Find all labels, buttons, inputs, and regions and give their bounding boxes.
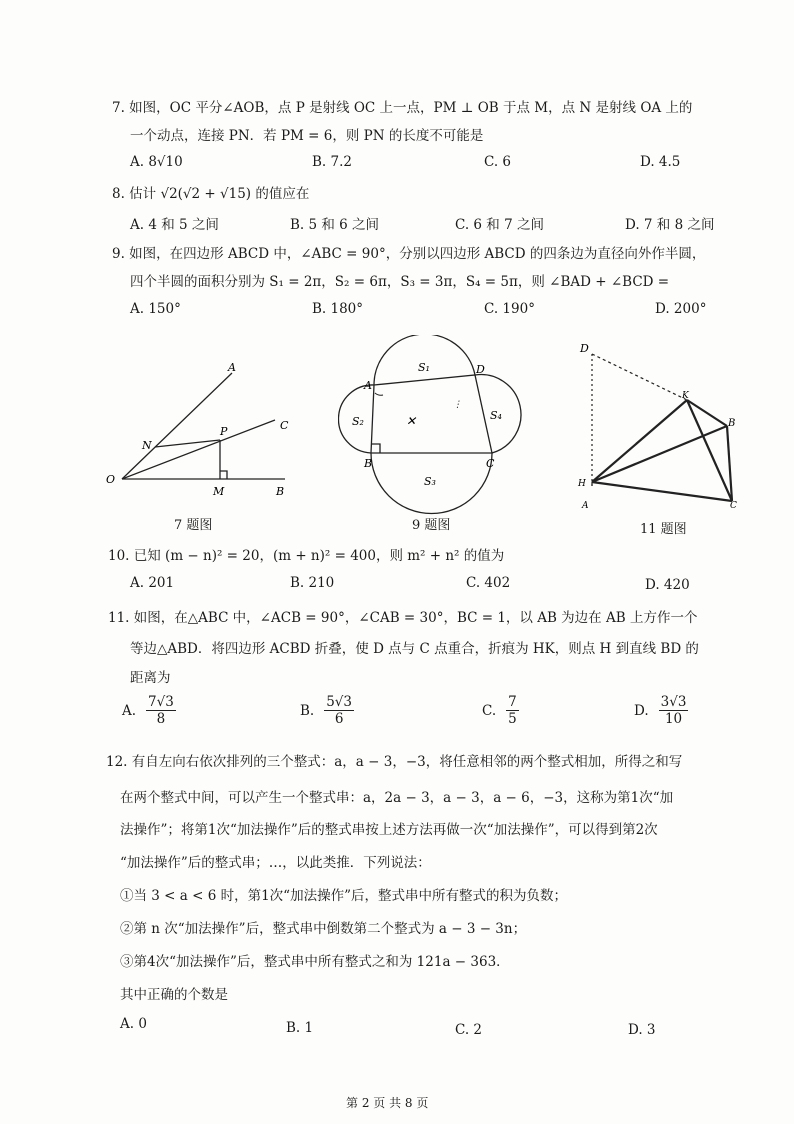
q12-line4: “加法操作”后的整式串；…，以此类推．下列说法： [120, 855, 431, 871]
svg-text:⋮: ⋮ [453, 400, 462, 410]
q8-option-d: D. 7 和 8 之间 [625, 217, 715, 233]
q9-option-d: D. 200° [655, 301, 707, 317]
q12-line2: 在两个整式中间，可以产生一个整式串：a，2a − 3，a − 3，a − 6，−3，这称为第1次“加 [120, 790, 674, 806]
q11-option-a-letter: A. [122, 702, 137, 719]
q11-option-b-num: 5√3 [326, 694, 352, 710]
q7-line1: 7. 如图，OC 平分∠AOB，点 P 是射线 OC 上一点，PM ⊥ OB 于点 M，点 N 是射线 OA 上的 [112, 100, 693, 116]
fig7-label-b: B [276, 485, 285, 498]
fig11-label-d: D [580, 342, 589, 355]
q11-option-a-den: 8 [156, 711, 166, 727]
q12-option-d: D. 3 [628, 1022, 656, 1038]
q7-option-c: C. 6 [484, 154, 512, 170]
fig9-label-s1: S₁ [418, 361, 430, 374]
q11-option-c [482, 694, 519, 727]
q11-option-a [122, 694, 176, 727]
q11-option-c-den: 5 [508, 711, 517, 727]
figure-7-caption: 7 题图 [174, 518, 213, 533]
page-footer: 第 2 页 共 8 页 [346, 1096, 429, 1110]
fig9-label-d: D [476, 363, 485, 376]
q8-line1: 8. 估计 √2(√2 + √15) 的值应在 [112, 186, 310, 202]
q9-line1: 9. 如图，在四边形 ABCD 中，∠ABC = 90°，分别以四边形 ABCD 的四条边为直径向外作半圆， [112, 246, 706, 262]
fig11-label-b: B [728, 418, 736, 429]
q11-option-b-den: 6 [334, 711, 344, 727]
fig7-label-a: A [228, 361, 236, 374]
q11-option-d [634, 694, 688, 727]
q11-option-a-num: 7√3 [148, 694, 174, 710]
fig9-label-c: C [486, 457, 495, 470]
q12-statement-2: ②第 n 次“加法操作”后，整式串中倒数第二个整式为 a − 3 − 3n； [120, 921, 527, 937]
q12-option-c: C. 2 [455, 1022, 483, 1038]
q11-option-b [300, 694, 354, 727]
q10-option-d: D. 420 [645, 577, 690, 593]
figure-11 [572, 336, 752, 516]
q11-line2: 等边△ABD．将四边形 ACBD 折叠，使 D 点与 C 点重合，折痕为 HK，则点 H 到直线 BD 的 [130, 641, 699, 657]
q8-option-a: A. 4 和 5 之间 [130, 217, 219, 233]
q7-option-b: B. 7.2 [312, 154, 352, 170]
fig11-label-k: K [682, 391, 689, 401]
svg-text:✕: ✕ [406, 414, 417, 428]
fig9-label-s3: S₃ [424, 475, 436, 488]
fig7-label-c: C [280, 419, 289, 432]
fig7-label-m: M [213, 485, 225, 498]
q10-option-b: B. 210 [290, 575, 335, 591]
q12-line5: 其中正确的个数是 [120, 987, 228, 1003]
fig7-label-o: O [106, 473, 116, 486]
q12-option-a: A. 0 [120, 1016, 147, 1032]
q11-option-d-den: 10 [664, 711, 683, 727]
figure-9 [338, 335, 538, 515]
fig9-label-b: B [364, 457, 373, 470]
q7-option-a: A. 8√10 [130, 154, 183, 170]
fig11-label-a: A [582, 501, 589, 511]
q9-option-b: B. 180° [312, 301, 364, 317]
q9-line2: 四个半圆的面积分别为 S₁ = 2π，S₂ = 6π，S₃ = 3π，S₄ = 5π，则 ∠BAD + ∠BCD = [130, 274, 670, 290]
q11-line1: 11. 如图，在△ABC 中，∠ACB = 90°，∠CAB = 30°，BC = 1，以 AB 为边在 AB 上方作一个 [108, 610, 698, 626]
q8-option-b: B. 5 和 6 之间 [290, 217, 380, 233]
q11-option-b-letter: B. [300, 702, 315, 719]
fig11-label-c: C [730, 501, 737, 511]
figure-7 [100, 355, 310, 505]
q12-line3: 法操作”；将第1次“加法操作”后的整式串按上述方法再做一次“加法操作”，可以得到第2次 [120, 822, 658, 838]
fig11-label-h: H [578, 479, 586, 489]
fig7-label-p: P [220, 425, 228, 438]
q9-option-a: A. 150° [130, 301, 181, 317]
fig9-label-a: A [364, 379, 372, 392]
fig9-label-s4: S₄ [490, 409, 502, 422]
q7-line2: 一个动点，连接 PN．若 PM = 6，则 PN 的长度不可能是 [130, 128, 484, 144]
q11-option-d-num: 3√3 [660, 694, 687, 710]
q12-line1: 12. 有自左向右依次排列的三个整式：a，a − 3，−3，将任意相邻的两个整式相加，所得之和写 [106, 754, 683, 770]
q11-line3: 距离为 [130, 670, 171, 686]
q8-option-c: C. 6 和 7 之间 [455, 217, 544, 233]
figure-11-caption: 11 题图 [640, 522, 687, 537]
fig7-label-n: N [142, 439, 152, 452]
q11-option-c-letter: C. [482, 702, 497, 719]
q10-line1: 10. 已知 (m − n)² = 20，(m + n)² = 400，则 m² + n² 的值为 [108, 548, 505, 564]
q7-option-d: D. 4.5 [640, 154, 681, 170]
q12-option-b: B. 1 [286, 1020, 314, 1036]
figure-9-caption: 9 题图 [412, 518, 451, 533]
q12-statement-3: ③第4次“加法操作”后，整式串中所有整式之和为 121a − 363． [120, 954, 510, 970]
fig9-label-s2: S₂ [352, 415, 364, 428]
q11-option-c-num: 7 [508, 694, 517, 710]
q10-option-c: C. 402 [466, 575, 511, 591]
q10-option-a: A. 201 [130, 575, 175, 591]
q9-option-c: C. 190° [484, 301, 535, 317]
q11-option-d-letter: D. [634, 702, 649, 719]
q12-statement-1: ①当 3 < a < 6 时，第1次“加法操作”后，整式串中所有整式的积为负数； [120, 888, 567, 904]
